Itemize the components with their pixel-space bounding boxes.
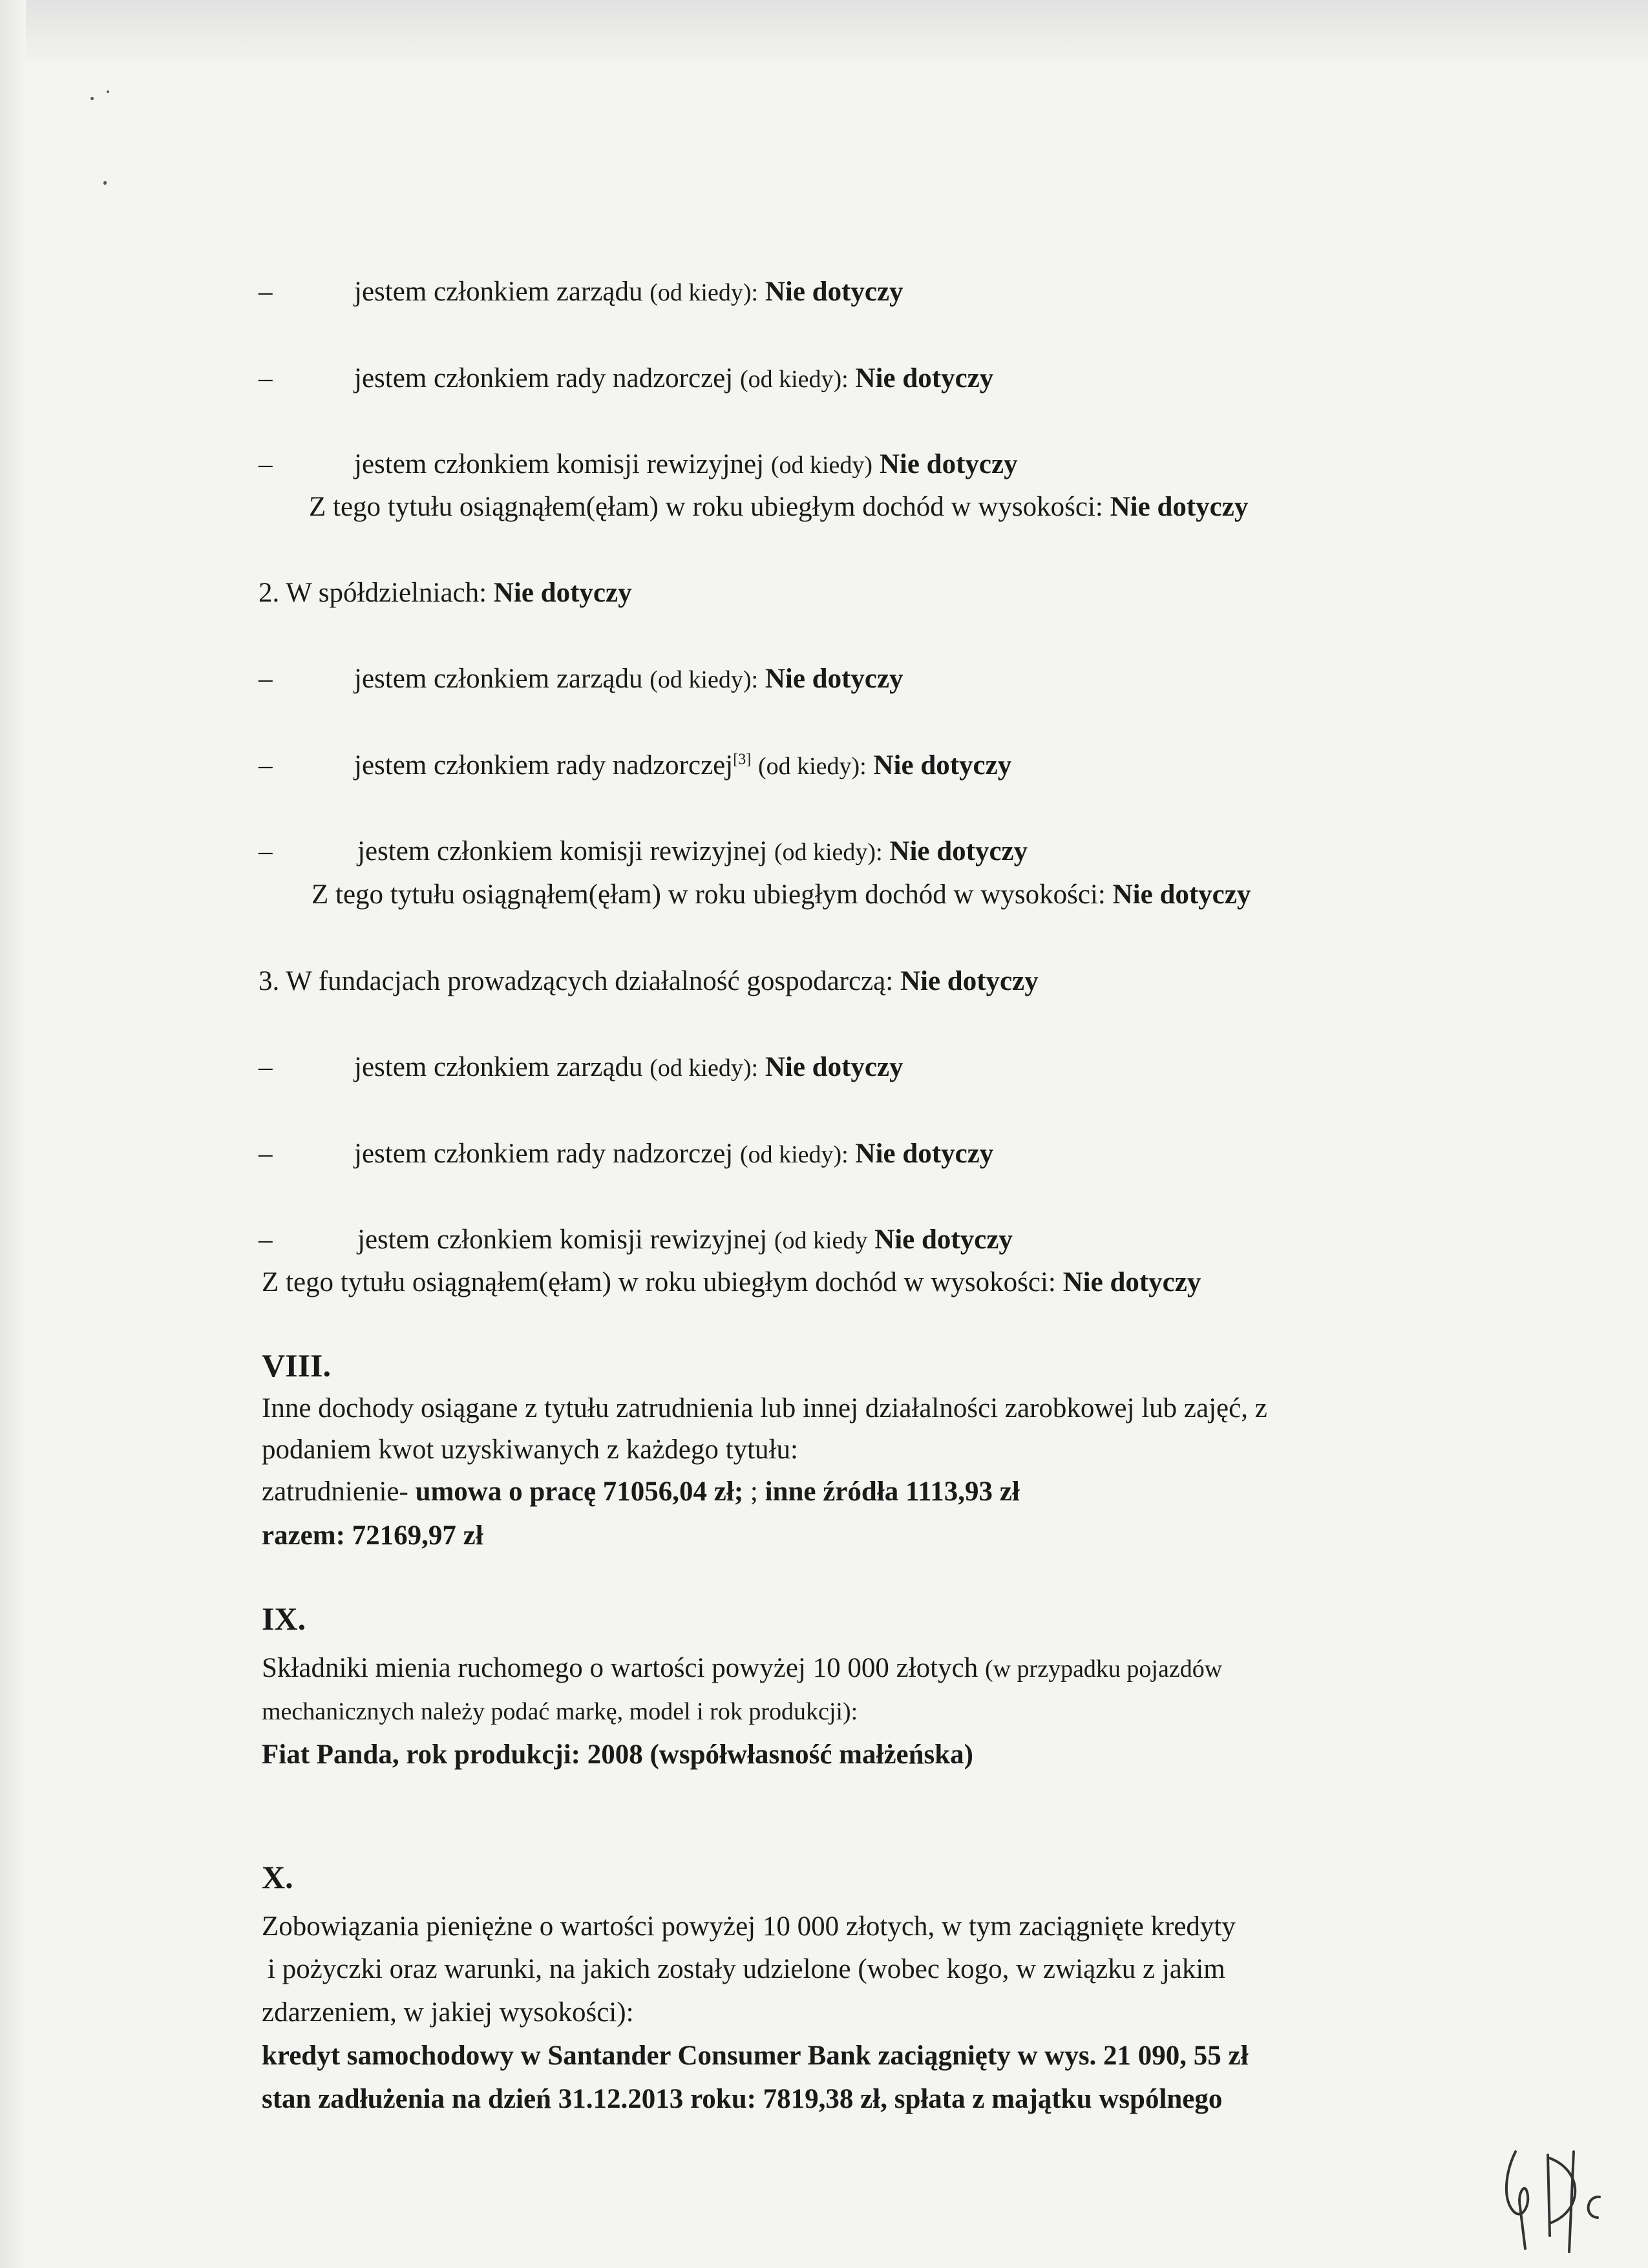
section-heading-viii: VIII. [262, 1347, 331, 1383]
section-text: zdarzeniem, w jakiej wysokości): [262, 1997, 634, 2028]
list-dash: – [259, 277, 273, 307]
scan-speck [107, 90, 109, 93]
list-dash: – [259, 836, 273, 866]
handwritten-initials-signature [1486, 2126, 1629, 2255]
scan-top-edge [0, 0, 1648, 61]
list-item: jestem członkiem zarządu (od kiedy): Nie dotyczy [354, 277, 903, 307]
list-dash: – [259, 1139, 273, 1169]
scan-speck [90, 97, 94, 100]
section-heading-x: X. [262, 1859, 293, 1895]
section-text: i pożyczki oraz warunki, na jakich zostały udzielone (wobec kogo, w związku z jakim [268, 1954, 1225, 1984]
list-item: jestem członkiem rady nadzorczej (od kiedy): Nie dotyczy [354, 1139, 994, 1169]
list-item: jestem członkiem komisji rewizyjnej (od kiedy Nie dotyczy [357, 1224, 1013, 1255]
point-heading: 2. W spółdzielniach: Nie dotyczy [259, 578, 632, 608]
scan-left-edge [0, 0, 26, 2268]
list-item: jestem członkiem rady nadzorczej (od kiedy): Nie dotyczy [354, 363, 994, 394]
list-dash: – [259, 1224, 273, 1255]
section-text: podaniem kwot uzyskiwanych z każdego tytułu: [262, 1434, 798, 1465]
section-text: Składniki mienia ruchomego o wartości powyżej 10 000 złotych (w przypadku pojazdów [262, 1653, 1223, 1683]
movable-property-answer: Fiat Panda, rok produkcji: 2008 (współwłasność małżeńska) [262, 1739, 973, 1770]
list-dash: – [259, 1052, 273, 1082]
income-breakdown: zatrudnienie- umowa o pracę 71056,04 zł; ; inne źródła 1113,93 zł [262, 1476, 1020, 1507]
section-text: Inne dochody osiągane z tytułu zatrudnienia lub innej działalności zarobkowej lub zajęć, z [262, 1393, 1267, 1423]
scan-speck [103, 181, 107, 185]
point-heading: 3. W fundacjach prowadzących działalność gospodarczą: Nie dotyczy [259, 966, 1039, 996]
list-dash: – [259, 750, 273, 781]
income-line: Z tego tytułu osiągnąłem(ęłam) w roku ubiegłym dochód w wysokości: Nie dotyczy [262, 1267, 1201, 1297]
list-dash: – [259, 449, 273, 479]
section-text: Zobowiązania pieniężne o wartości powyżej 10 000 złotych, w tym zaciągnięte kredyty [262, 1911, 1236, 1942]
list-item: jestem członkiem zarządu (od kiedy): Nie dotyczy [354, 664, 903, 694]
income-total: razem: 72169,97 zł [262, 1520, 483, 1551]
liability-answer: stan zadłużenia na dzień 31.12.2013 roku: 7819,38 zł, spłata z majątku wspólnego [262, 2084, 1223, 2114]
income-line: Z tego tytułu osiągnąłem(ęłam) w roku ubiegłym dochód w wysokości: Nie dotyczy [309, 492, 1249, 522]
list-item: jestem członkiem komisji rewizyjnej (od kiedy): Nie dotyczy [357, 836, 1028, 866]
income-line: Z tego tytułu osiągnąłem(ęłam) w roku ubiegłym dochód w wysokości: Nie dotyczy [312, 879, 1251, 910]
list-item: jestem członkiem rady nadzorczej[3] (od kiedy): Nie dotyczy [354, 750, 1012, 781]
list-item: jestem członkiem komisji rewizyjnej (od kiedy) Nie dotyczy [354, 449, 1018, 479]
list-item: jestem członkiem zarządu (od kiedy): Nie dotyczy [354, 1052, 903, 1082]
section-text: mechanicznych należy podać markę, model i rok produkcji): [262, 1698, 858, 1725]
list-dash: – [259, 363, 273, 394]
section-heading-ix: IX. [262, 1601, 306, 1637]
list-dash: – [259, 664, 273, 694]
liability-answer: kredyt samochodowy w Santander Consumer Bank zaciągnięty w wys. 21 090, 55 zł [262, 2041, 1249, 2071]
footnote-ref: [3] [733, 751, 752, 768]
